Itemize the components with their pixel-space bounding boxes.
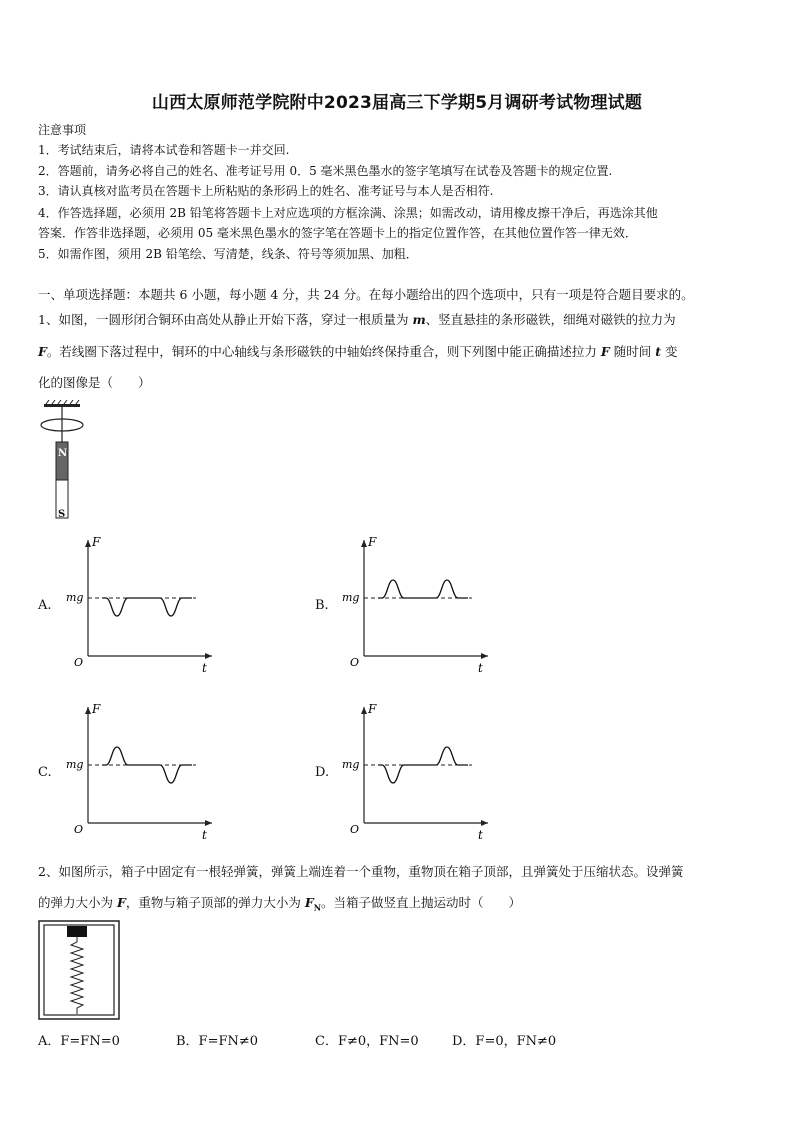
weight-block	[67, 926, 87, 937]
q1-text-d: 随时间	[609, 344, 656, 359]
t-axis-arrow	[481, 820, 488, 826]
t-axis-arrow	[481, 653, 488, 659]
q2-text-b: ，重物与箱子顶部的弹力大小为	[125, 895, 305, 910]
notice-item-1: 1．考试结束后，请将本试卷和答题卡一并交回.	[38, 143, 290, 157]
option-d-label[interactable]: D.	[315, 765, 330, 780]
mg-label: mg	[342, 758, 360, 771]
f-axis-label: F	[368, 535, 377, 549]
q2-answer-d[interactable]: D．F=0，FN≠0	[452, 1034, 557, 1049]
mg-label: mg	[66, 591, 84, 604]
spring	[71, 937, 83, 1014]
option-d-graph	[336, 697, 496, 847]
f-axis-arrow	[85, 540, 91, 547]
ceiling-hatch	[46, 400, 79, 404]
q1-line-1	[38, 312, 676, 328]
f-axis-label: F	[92, 535, 101, 549]
q1-line-3: 化的图像是（ ）	[38, 375, 151, 390]
page-title: 山西太原师范学院附中2023届高三下学期5月调研考试物理试题	[151, 93, 643, 113]
t-axis-label: t	[202, 828, 207, 842]
q2-text-c: 。当箱子做竖直上抛运动时（ ）	[321, 895, 522, 910]
q1-var-F2: F	[600, 344, 610, 359]
q1-var-m: m	[412, 312, 426, 327]
origin-label: O	[350, 823, 360, 836]
notice-item-5: 5．如需作图，须用 2B 铅笔绘、写清楚，线条、符号等须加黑、加粗．	[38, 247, 418, 261]
option-b-graph	[336, 530, 496, 680]
mg-label: mg	[342, 591, 360, 604]
origin-label: O	[350, 656, 360, 669]
notice-item-4-cont: 答案．作答非选择题，必须用 05 毫米黑色墨水的签字笔在答题卡上的指定位置作答，在其他位置作答一律无效．	[38, 226, 637, 240]
box-inner	[44, 925, 114, 1015]
option-a-graph	[60, 530, 220, 680]
ceiling-bar	[44, 404, 80, 407]
f-axis-arrow	[85, 707, 91, 714]
q2-text-a: 的弹力大小为	[38, 895, 117, 910]
notice-item-4: 4．作答选择题，必须用 2B 铅笔将答题卡上对应选项的方框涂满、涂黑；如需改动，请用橡皮擦干净后，再选涂其他	[38, 206, 658, 220]
f-axis-arrow	[361, 540, 367, 547]
q2-var-FN: F	[304, 895, 314, 910]
magnet-figure	[36, 400, 96, 522]
q2-line-2	[38, 895, 521, 916]
q1-text-c: 。若线圈下落过程中，铜环的中心轴线与条形磁铁的中轴始终保持重合，则下列图中能正确描述拉力	[46, 344, 601, 359]
t-axis-arrow	[205, 653, 212, 659]
q1-text-a: 1、如图，一圆形闭合铜环由高处从静止开始下落，穿过一根质量为	[38, 312, 413, 327]
q2-answer-a[interactable]: A．F=FN=0	[38, 1034, 120, 1049]
q1-line-2	[38, 344, 677, 360]
q2-var-FN-sub: N	[313, 902, 322, 913]
option-c-label[interactable]: C.	[38, 765, 52, 780]
option-b-label[interactable]: B.	[315, 598, 329, 613]
origin-label: O	[74, 823, 84, 836]
force-curve	[378, 580, 468, 598]
q2-var-F: F	[116, 895, 126, 910]
force-curve	[102, 598, 192, 616]
section-heading: 一、单项选择题：本题共 6 小题，每小题 4 分，共 24 分。在每小题给出的四个选项中，只有一项是符合题目要求的。	[38, 287, 694, 302]
f-axis-arrow	[361, 707, 367, 714]
q2-line-1: 2、如图所示，箱子中固定有一根轻弹簧，弹簧上端连着一个重物，重物顶在箱子顶部，且弹簧处于压缩状态。设弹簧	[38, 864, 684, 879]
t-axis-label: t	[202, 661, 207, 675]
magnet-n-label: N	[58, 448, 68, 459]
mg-label: mg	[66, 758, 84, 771]
q2-answer-b[interactable]: B．F=FN≠0	[176, 1034, 259, 1049]
q1-var-t: t	[655, 344, 661, 359]
option-a-label[interactable]: A.	[38, 598, 52, 613]
f-axis-label: F	[92, 702, 101, 716]
t-axis-label: t	[478, 661, 483, 675]
q1-text-e: 变	[660, 344, 678, 359]
notice-item-3: 3．请认真核对监考员在答题卡上所粘贴的条形码上的姓名、准考证号与本人是否相符.	[38, 184, 494, 198]
q1-var-F: F	[38, 344, 47, 359]
f-axis-label: F	[368, 702, 377, 716]
notice-heading: 注意事项	[38, 123, 87, 137]
q2-answer-c[interactable]: C．F≠0，FN=0	[315, 1034, 419, 1049]
origin-label: O	[74, 656, 84, 669]
force-curve	[378, 747, 468, 783]
magnet-s-label: S	[58, 509, 66, 520]
t-axis-label: t	[478, 828, 483, 842]
t-axis-arrow	[205, 820, 212, 826]
box-spring-figure	[38, 920, 120, 1020]
option-c-graph	[60, 697, 220, 847]
q1-text-b: 、竖直悬挂的条形磁铁，细绳对磁铁的拉力为	[425, 312, 676, 327]
notice-item-2: 2．答题前，请务必将自己的姓名、准考证号用 0．5 毫米黑色墨水的签字笔填写在试卷及答题卡的规定位置.	[38, 164, 613, 178]
force-curve	[102, 747, 192, 783]
